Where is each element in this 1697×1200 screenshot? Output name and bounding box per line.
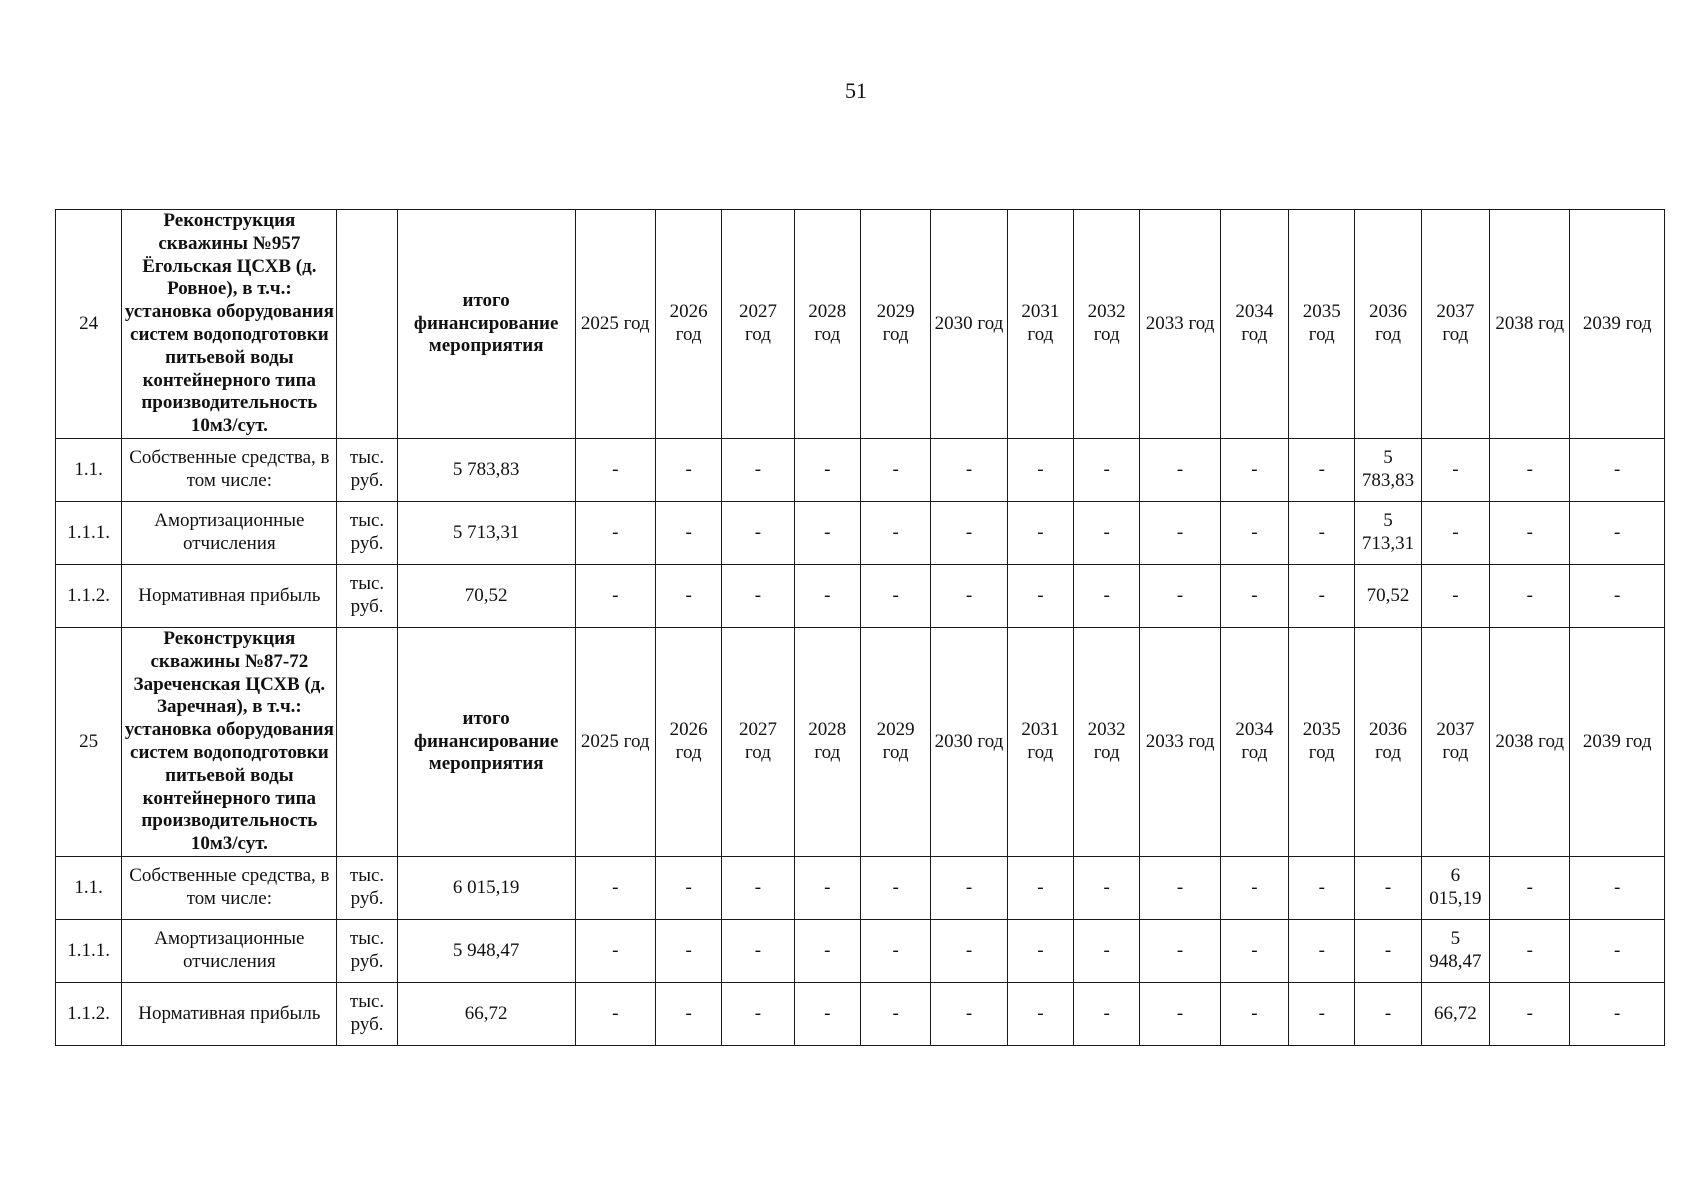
year-header: 2035 год [1289,628,1355,857]
item-title: Реконструкция скважины №87-72 Зареченская ЦСХВ (д. Заречная), в т.ч.: установка оборудования систем водоподготовки питьевой воды контейнерного типа производительность 10м3/сут. [122,628,337,857]
year-value: - [1140,439,1220,502]
year-value: - [655,439,721,502]
year-value: - [1007,565,1073,628]
row-code: 1.1. [56,439,122,502]
year-value: - [1140,983,1220,1046]
financing-table [55,209,1665,1046]
year-value: - [1355,920,1421,983]
row-total: 5 713,31 [397,502,575,565]
year-value: - [1007,857,1073,920]
year-value: - [575,983,655,1046]
year-value: - [655,857,721,920]
year-value: - [575,920,655,983]
year-value: - [860,920,930,983]
row-unit: тыс. руб. [337,565,397,628]
table-row [56,983,1665,1046]
row-unit: тыс. руб. [337,439,397,502]
item-header-row [56,210,1665,439]
year-value: - [931,983,1007,1046]
year-value: - [1220,502,1288,565]
year-value: 66,72 [1421,983,1489,1046]
year-value: - [575,565,655,628]
year-header: 2037 год [1421,210,1489,439]
year-value: - [1490,857,1570,920]
year-value: - [1074,983,1140,1046]
year-value: - [1289,502,1355,565]
year-value: - [575,439,655,502]
row-code: 1.1.2. [56,565,122,628]
year-value: - [794,565,860,628]
year-header: 2039 год [1570,628,1665,857]
item-header-row [56,628,1665,857]
row-name: Нормативная прибыль [122,565,337,628]
year-value: - [931,565,1007,628]
year-value: - [1007,920,1073,983]
year-header: 2026 год [655,628,721,857]
year-value: - [1490,502,1570,565]
item-number: 25 [56,628,122,857]
year-value: - [1570,857,1665,920]
itogo-header: итого финансирование мероприятия [397,210,575,439]
year-header: 2025 год [575,628,655,857]
year-value: 5 948,47 [1421,920,1489,983]
year-header: 2036 год [1355,628,1421,857]
year-header: 2032 год [1074,628,1140,857]
unit-header-cell [337,210,397,439]
year-value: - [722,983,794,1046]
row-code: 1.1. [56,857,122,920]
year-value: - [1421,502,1489,565]
year-value: - [1421,439,1489,502]
year-header: 2038 год [1490,210,1570,439]
year-header: 2035 год [1289,210,1355,439]
year-value: - [1007,439,1073,502]
year-value: - [794,502,860,565]
year-value: - [722,439,794,502]
year-value: - [794,439,860,502]
year-value: - [655,502,721,565]
year-header: 2032 год [1074,210,1140,439]
year-header: 2036 год [1355,210,1421,439]
row-name: Нормативная прибыль [122,983,337,1046]
year-header: 2039 год [1570,210,1665,439]
year-value: - [1570,920,1665,983]
year-value: - [860,565,930,628]
year-header: 2029 год [860,210,930,439]
row-unit: тыс. руб. [337,983,397,1046]
row-name: Амортизационные отчисления [122,920,337,983]
year-value: - [860,439,930,502]
year-value: - [1007,502,1073,565]
year-value: - [1289,920,1355,983]
year-value: - [794,920,860,983]
year-value: - [1570,439,1665,502]
year-header: 2034 год [1220,210,1288,439]
year-value: - [1074,439,1140,502]
year-value: - [1007,983,1073,1046]
year-header: 2025 год [575,210,655,439]
row-unit: тыс. руб. [337,857,397,920]
year-value: - [1140,920,1220,983]
year-header: 2030 год [931,628,1007,857]
year-value: - [655,983,721,1046]
year-header: 2033 год [1140,628,1220,857]
year-value: - [931,857,1007,920]
year-value: - [1140,857,1220,920]
year-value: - [1140,502,1220,565]
row-code: 1.1.2. [56,983,122,1046]
year-header: 2027 год [722,210,794,439]
year-value: - [931,920,1007,983]
year-value: - [575,857,655,920]
year-header: 2038 год [1490,628,1570,857]
row-total: 70,52 [397,565,575,628]
year-value: - [1490,920,1570,983]
year-value: - [575,502,655,565]
year-value: - [1074,502,1140,565]
year-value: - [1355,983,1421,1046]
row-code: 1.1.1. [56,502,122,565]
row-unit: тыс. руб. [337,502,397,565]
year-header: 2030 год [931,210,1007,439]
year-value: - [1289,983,1355,1046]
year-value: - [1490,565,1570,628]
year-value: - [1570,565,1665,628]
year-value: - [655,565,721,628]
year-value: - [1289,857,1355,920]
year-header: 2026 год [655,210,721,439]
year-header: 2031 год [1007,210,1073,439]
itogo-header: итого финансирование мероприятия [397,628,575,857]
table-row [56,439,1665,502]
year-value: - [1490,983,1570,1046]
row-name: Собственные средства, в том числе: [122,857,337,920]
year-header: 2028 год [794,210,860,439]
year-value: - [1421,565,1489,628]
year-value: 5 783,83 [1355,439,1421,502]
row-total: 66,72 [397,983,575,1046]
year-value: - [1220,439,1288,502]
year-value: - [722,565,794,628]
year-value: - [1074,920,1140,983]
year-value: - [1220,857,1288,920]
year-value: - [860,502,930,565]
year-value: - [1289,439,1355,502]
table-row [56,565,1665,628]
year-header: 2031 год [1007,628,1073,857]
item-title: Реконструкция скважины №957 Ёгольская ЦСХВ (д. Ровное), в т.ч.: установка оборудования систем водоподготовки питьевой воды контейнерного типа производительность 10м3/сут. [122,210,337,439]
year-value: - [1570,983,1665,1046]
unit-header-cell [337,628,397,857]
year-value: - [1074,857,1140,920]
year-value: - [655,920,721,983]
year-header: 2033 год [1140,210,1220,439]
year-value: 70,52 [1355,565,1421,628]
row-name: Собственные средства, в том числе: [122,439,337,502]
year-value: - [931,502,1007,565]
row-total: 5 783,83 [397,439,575,502]
year-header: 2029 год [860,628,930,857]
year-value: - [722,857,794,920]
year-header: 2027 год [722,628,794,857]
year-value: - [722,920,794,983]
year-value: - [860,983,930,1046]
year-value: - [931,439,1007,502]
year-value: - [1220,983,1288,1046]
year-value: - [1490,439,1570,502]
year-value: - [1289,565,1355,628]
page-number: 51 [845,78,867,103]
year-value: - [1140,565,1220,628]
table-row [56,920,1665,983]
year-value: - [1570,502,1665,565]
table-row [56,502,1665,565]
year-value: - [1355,857,1421,920]
row-unit: тыс. руб. [337,920,397,983]
row-name: Амортизационные отчисления [122,502,337,565]
year-value: 5 713,31 [1355,502,1421,565]
row-total: 5 948,47 [397,920,575,983]
year-header: 2034 год [1220,628,1288,857]
year-value: - [1220,920,1288,983]
year-value: - [794,857,860,920]
year-value: - [722,502,794,565]
year-value: - [860,857,930,920]
year-value: - [1220,565,1288,628]
year-header: 2037 год [1421,628,1489,857]
year-value: 6 015,19 [1421,857,1489,920]
row-total: 6 015,19 [397,857,575,920]
year-value: - [1074,565,1140,628]
row-code: 1.1.1. [56,920,122,983]
item-number: 24 [56,210,122,439]
year-header: 2028 год [794,628,860,857]
table-row [56,857,1665,920]
year-value: - [794,983,860,1046]
